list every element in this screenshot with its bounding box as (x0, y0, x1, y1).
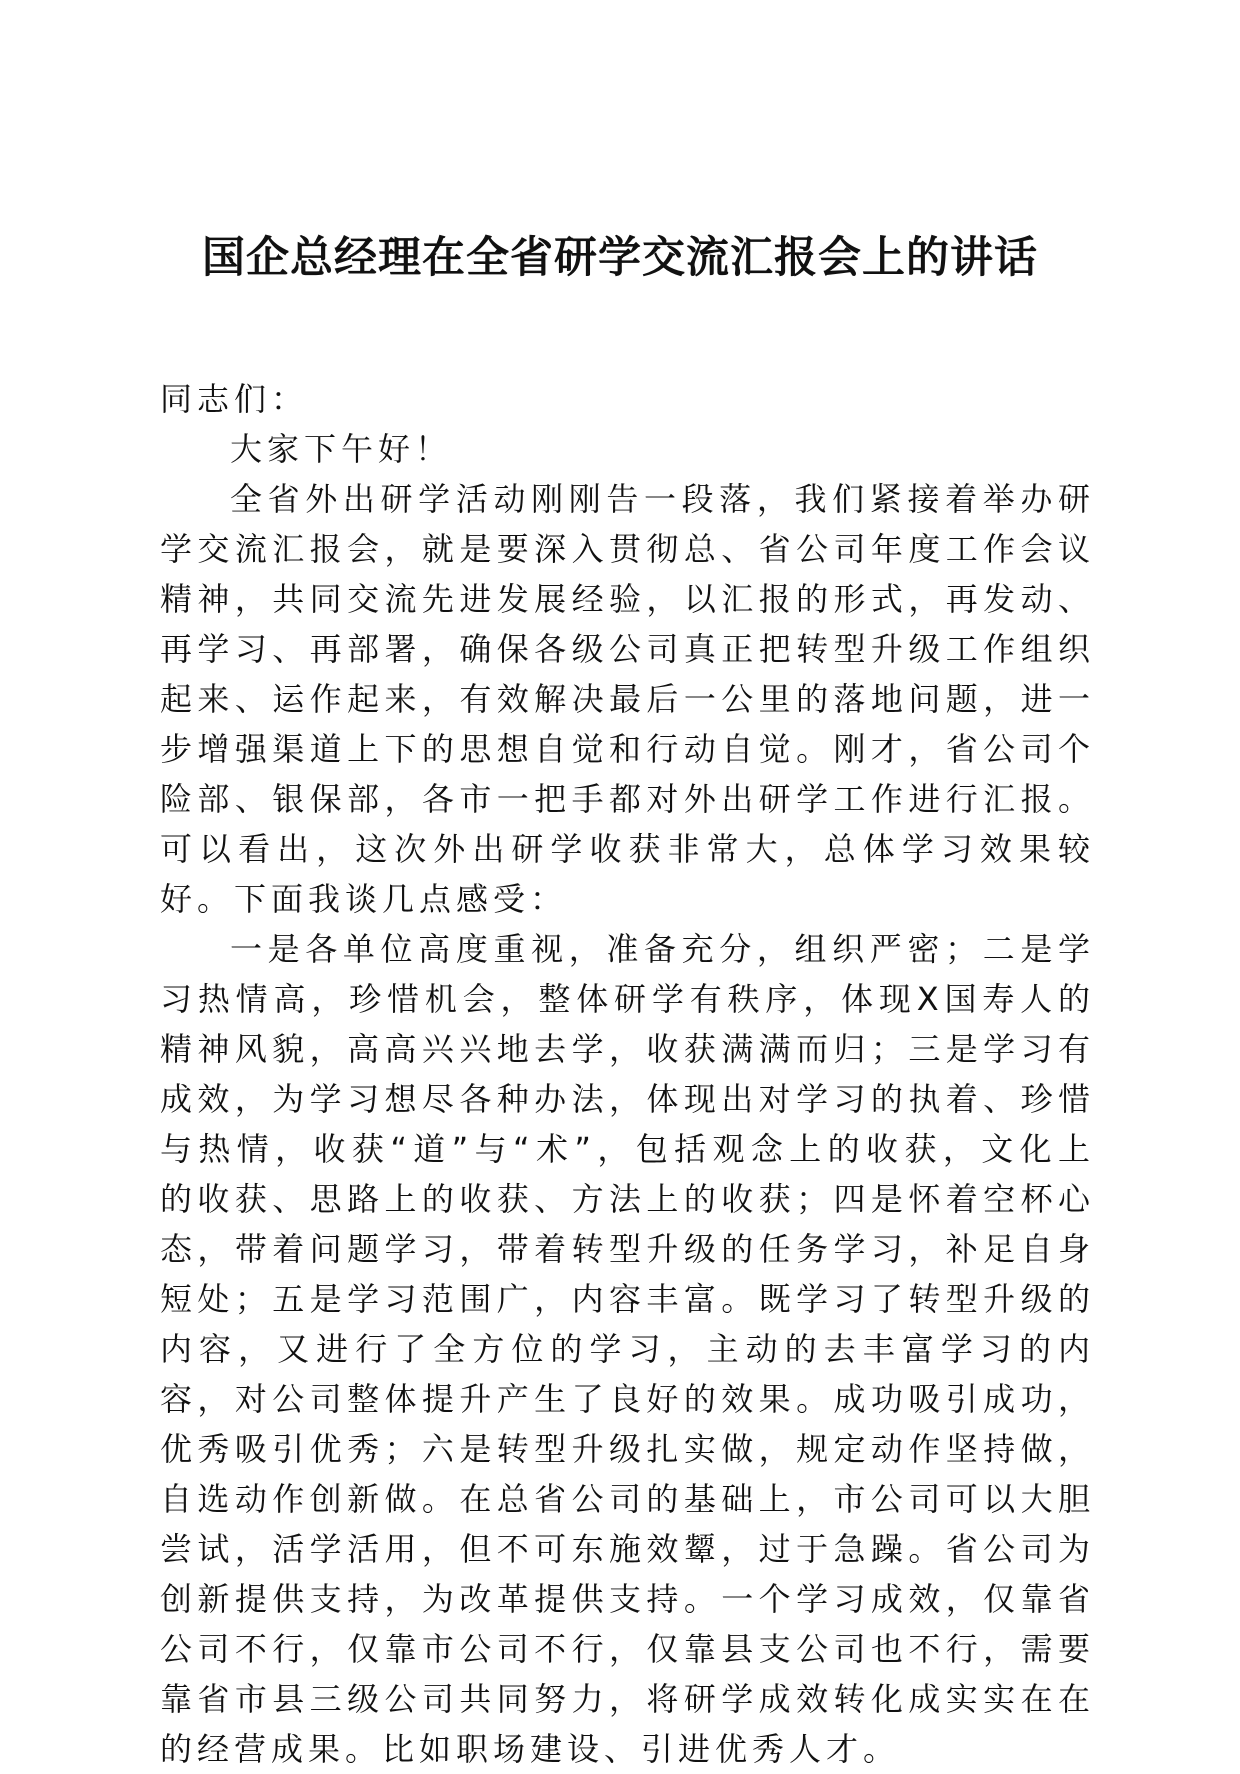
paragraph-reflections: 一是各单位高度重视，准备充分，组织严密；二是学习热情高，珍惜机会，整体研学有秩序，体现X国寿人的精神风貌，高高兴兴地去学，收获满满而归；三是学习有成效，为学习想尽各种办法，体现出对学习的执着、珍惜与热情，收获“道”与“术”，包括观念上的收获，文化上的收获、思路上的收获、方法上的收获；四是怀着空杯心态，带着问题学习，带着转型升级的任务学习，补足自身短处；五是学习范围广，内容丰富。既学习了转型升级的内容，又进行了全方位的学习，主动的去丰富学习的内容，对公司整体提升产生了良好的效果。成功吸引成功，优秀吸引优秀；六是转型升级扎实做，规定动作坚持做，自选动作创新做。在总省公司的基础上，市公司可以大胆尝试，活学活用，但不可东施效颦，过于急躁。省公司为创新提供支持，为改革提供支持。一个学习成效，仅靠省公司不行，仅靠市公司不行，仅靠县支公司也不行，需要靠省市县三级公司共同努力，将研学成效转化成实实在在的经营成果。比如职场建设、引进优秀人才。 (160, 930, 1095, 1768)
salutation: 同志们： (160, 380, 309, 418)
paragraph-intro: 全省外出研学活动刚刚告一段落，我们紧接着举办研学交流汇报会，就是要深入贯彻总、省公司年度工作会议精神，共同交流先进发展经验，以汇报的形式，再发动、再学习、再部署，确保各级公司真正把转型升级工作组织起来、运作起来，有效解决最后一公里的落地问题，进一步增强渠道上下的思想自觉和行动自觉。刚才，省公司个险部、银保部，各市一把手都对外出研学工作进行汇报。可以看出，这次外出研学收获非常大，总体学习效果较好。下面我谈几点感受： (160, 480, 1095, 918)
greeting: 大家下午好！ (230, 430, 453, 468)
document-body (160, 374, 1095, 1774)
document-title: 国企总经理在全省研学交流汇报会上的讲话 (202, 233, 1038, 283)
